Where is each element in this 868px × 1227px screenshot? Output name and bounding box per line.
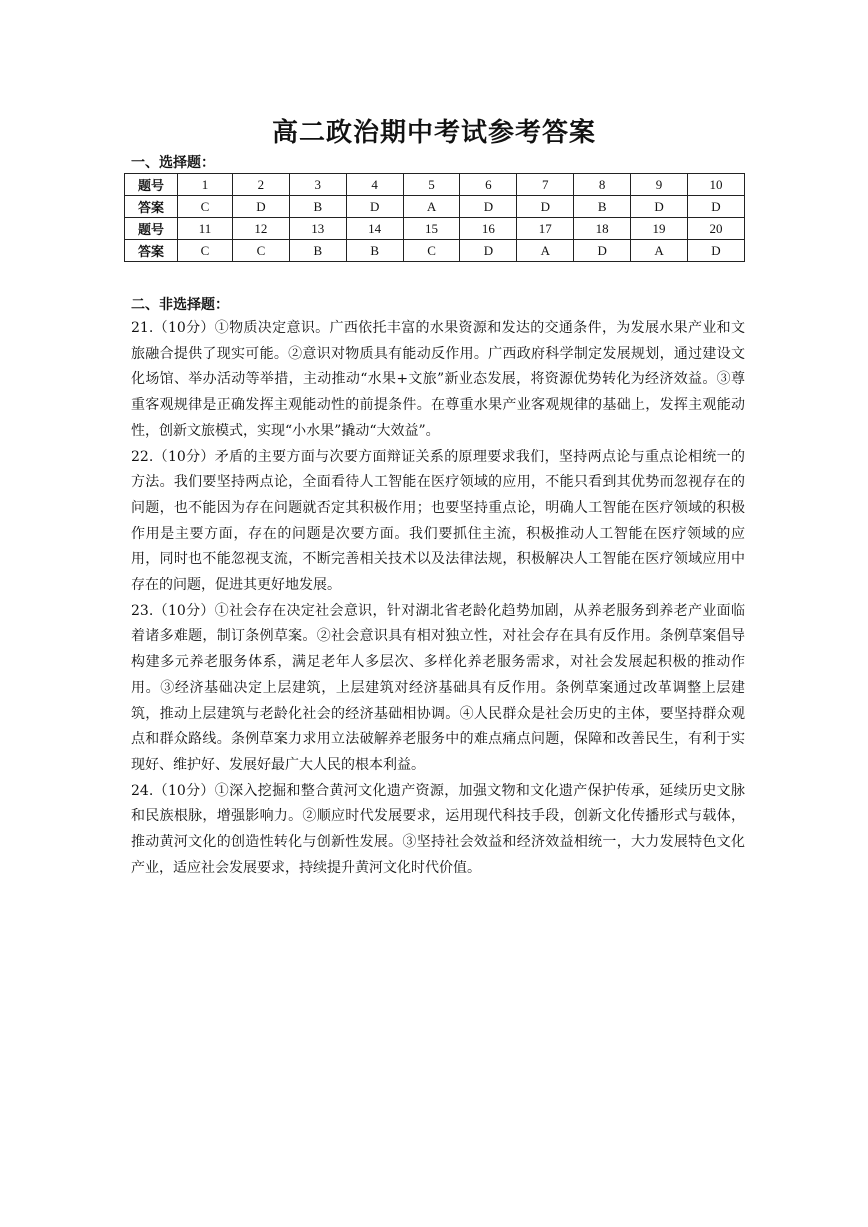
table-cell: D	[460, 196, 517, 218]
table-cell: C	[232, 240, 289, 262]
table-cell: C	[178, 240, 233, 262]
table-cell: 10	[687, 174, 744, 196]
table-cell: A	[517, 240, 574, 262]
table-cell: D	[460, 240, 517, 262]
table-cell: 12	[232, 218, 289, 240]
table-cell: D	[687, 240, 744, 262]
answers-body	[131, 316, 745, 881]
table-cell: 19	[631, 218, 688, 240]
table-cell: C	[403, 240, 460, 262]
table-cell: 16	[460, 218, 517, 240]
section-heading-choice: 一、选择题：	[131, 155, 215, 171]
table-cell: C	[178, 196, 233, 218]
answer-23: 23.（10分）①社会存在决定社会意识，针对湖北省老龄化趋势加剧，从养老服务到养老产业面临着诸多难题，制订条例草案。②社会意识具有相对独立性，对社会存在具有反作用。条例草案倡导构建多元养老服务体系，满足老年人多层次、多样化养老服务需求，对社会发展起积极的推动作用。③经济基础决定上层建筑，上层建筑对经济基础具有反作用。条例草案通过改革调整上层建筑，推动上层建筑与老龄化社会的经济基础相协调。④人民群众是社会历史的主体，要坚持群众观点和群众路线。条例草案力求用立法破解养老服务中的难点痛点问题，保障和改善民生，有利于实现好、维护好、发展好最广大人民的根本利益。	[131, 602, 745, 773]
table-cell: 15	[403, 218, 460, 240]
answer-table-body	[125, 174, 745, 262]
table-cell: B	[289, 240, 346, 262]
table-row-answers	[125, 196, 745, 218]
table-cell: 17	[517, 218, 574, 240]
table-cell: B	[289, 196, 346, 218]
row-header-cell: 题号	[125, 218, 178, 240]
table-cell: 18	[574, 218, 631, 240]
table-cell: 3	[289, 174, 346, 196]
row-header-cell: 题号	[125, 174, 178, 196]
table-row-answers	[125, 240, 745, 262]
table-row-numbers	[125, 218, 745, 240]
answer-22: 22.（10分）矛盾的主要方面与次要方面辩证关系的原理要求我们，坚持两点论与重点论相统一的方法。我们要坚持两点论，全面看待人工智能在医疗领域的应用，不能只看到其优势而忽视存在的问题，也不能因为存在问题就否定其积极作用；也要坚持重点论，明确人工智能在医疗领域的积极作用是主要方面，存在的问题是次要方面。我们要抓住主流，积极推动人工智能在医疗领域的应用，同时也不能忽视支流，不断完善相关技术以及法律法规，积极解决人工智能在医疗领域应用中存在的问题，促进其更好地发展。	[131, 448, 745, 594]
table-row-numbers	[125, 174, 745, 196]
table-cell: 2	[232, 174, 289, 196]
table-cell: 1	[178, 174, 233, 196]
row-header-cell: 答案	[125, 240, 178, 262]
page-title: 高二政治期中考试参考答案	[271, 118, 596, 148]
answer-table	[124, 173, 745, 262]
table-cell: 14	[346, 218, 403, 240]
table-cell: 11	[178, 218, 233, 240]
table-cell: D	[346, 196, 403, 218]
table-cell: 5	[403, 174, 460, 196]
table-cell: 6	[460, 174, 517, 196]
table-cell: A	[403, 196, 460, 218]
table-cell: A	[631, 240, 688, 262]
table-cell: D	[687, 196, 744, 218]
table-cell: B	[574, 196, 631, 218]
section-heading-nonchoice: 二、非选择题：	[131, 297, 229, 313]
table-cell: D	[574, 240, 631, 262]
table-cell: 13	[289, 218, 346, 240]
table-cell: 7	[517, 174, 574, 196]
row-header-cell: 答案	[125, 196, 178, 218]
table-cell: D	[631, 196, 688, 218]
table-cell: D	[517, 196, 574, 218]
table-cell: B	[346, 240, 403, 262]
answer-21: 21.（10分）①物质决定意识。广西依托丰富的水果资源和发达的交通条件，为发展水果产业和文旅融合提供了现实可能。②意识对物质具有能动反作用。广西政府科学制定发展规划，通过建设文化场馆、举办活动等举措，主动推动“水果+文旅”新业态发展，将资源优势转化为经济效益。③尊重客观规律是正确发挥主观能动性的前提条件。在尊重水果产业客观规律的基础上，发挥主观能动性，创新文旅模式，实现“小水果”撬动“大效益”。	[131, 320, 745, 439]
table-cell: D	[232, 196, 289, 218]
table-cell: 4	[346, 174, 403, 196]
table-cell: 9	[631, 174, 688, 196]
table-cell: 8	[574, 174, 631, 196]
table-cell: 20	[687, 218, 744, 240]
answer-24: 24.（10分）①深入挖掘和整合黄河文化遗产资源，加强文物和文化遗产保护传承，延续历史文脉和民族根脉，增强影响力。②顺应时代发展要求，运用现代科技手段，创新文化传播形式与载体，推动黄河文化的创造性转化与创新性发展。③坚持社会效益和经济效益相统一，大力发展特色文化产业，适应社会发展要求，持续提升黄河文化时代价值。	[131, 782, 745, 876]
